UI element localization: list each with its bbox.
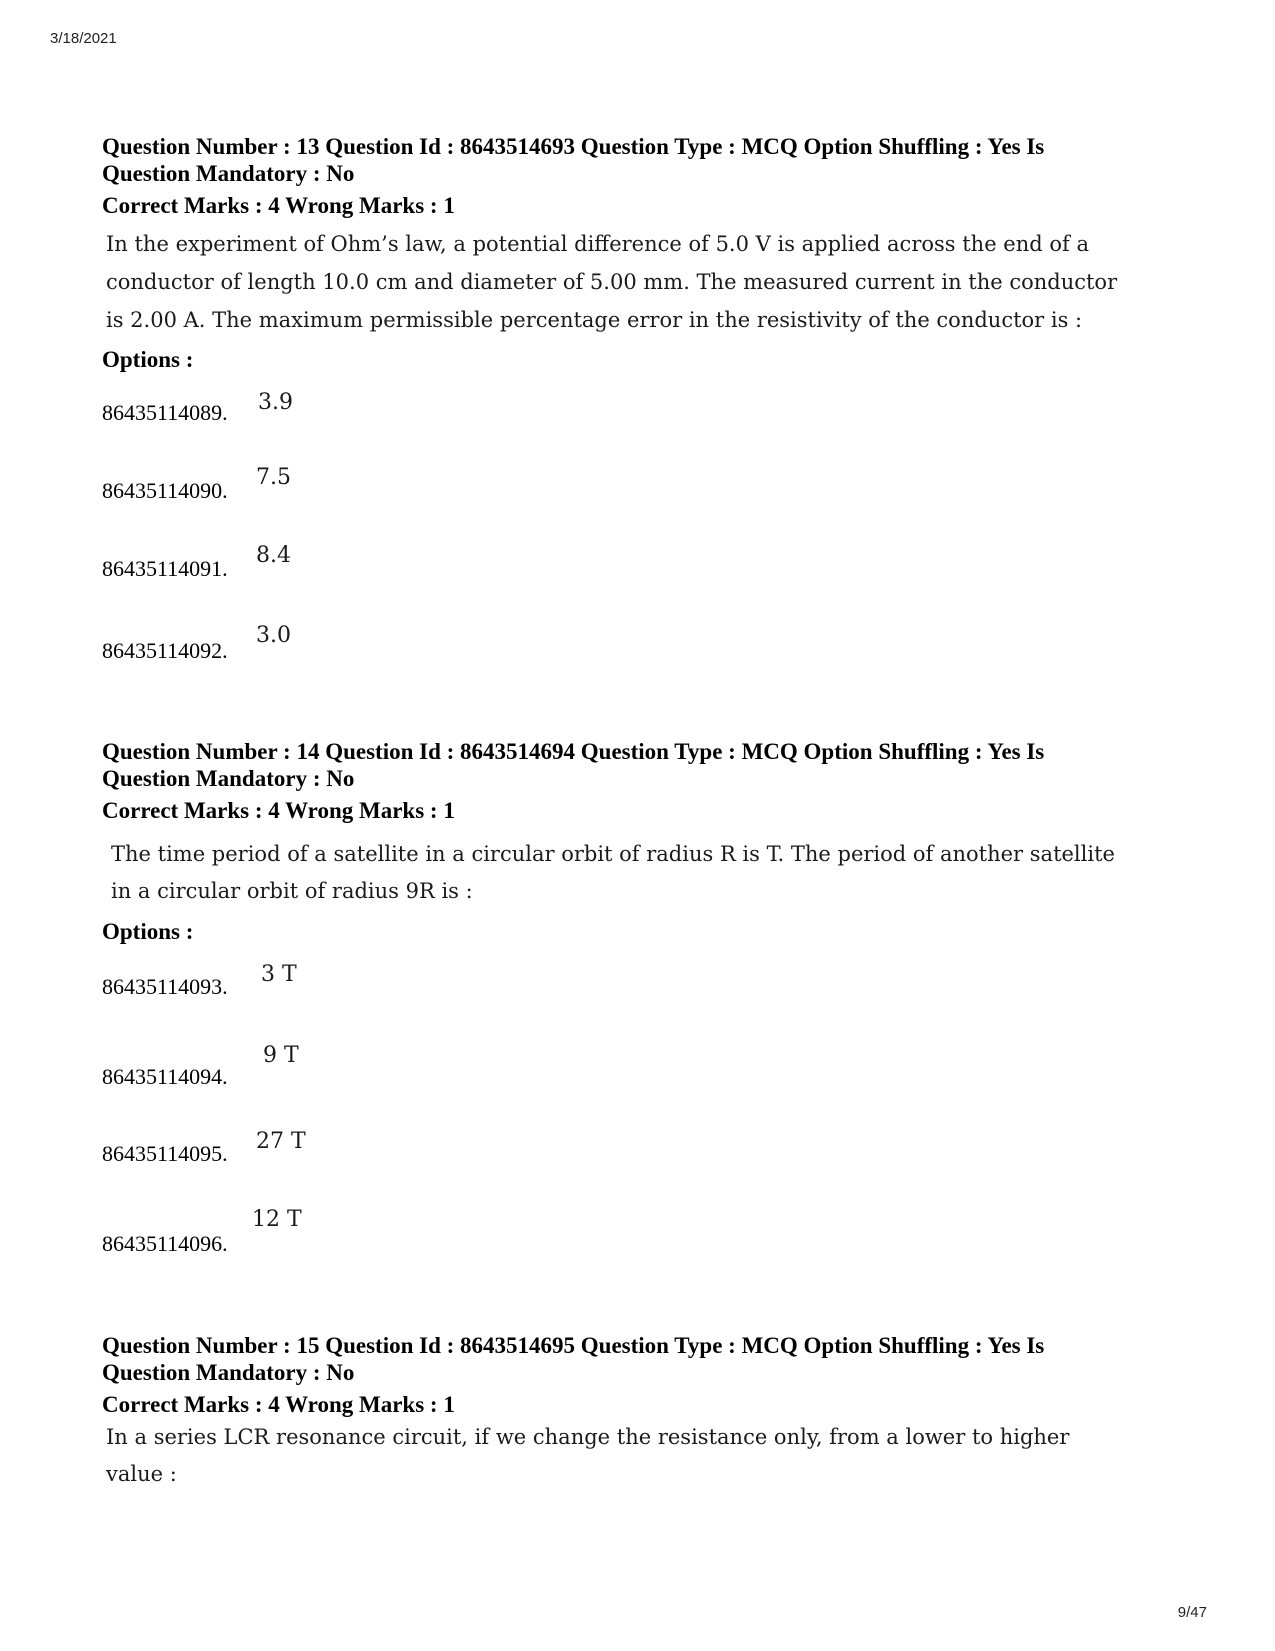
question-text-line: in a circular orbit of radius 9R is : [111, 879, 473, 903]
question-header-line: Question Number : 15 Question Id : 8643514695 Question Type : MCQ Option Shuffling : Yes Is [102, 1333, 1045, 1358]
question-header-line: Question Number : 13 Question Id : 8643514693 Question Type : MCQ Option Shuffling : Yes Is [102, 134, 1045, 159]
option-id: 86435114093. [102, 974, 228, 999]
option-value: 3.0 [256, 623, 291, 648]
option-id: 86435114089. [102, 400, 228, 425]
option-value: 9 T [263, 1043, 299, 1068]
option-value: 27 T [256, 1129, 306, 1154]
question-text-line: value : [106, 1462, 177, 1486]
option-value: 7.5 [256, 465, 291, 490]
question-text-line: conductor of length 10.0 cm and diameter of 5.00 mm. The measured current in the conductor [106, 270, 1118, 294]
question-mandatory-line: Question Mandatory : No [102, 1360, 355, 1385]
question-mandatory-line: Question Mandatory : No [102, 161, 355, 186]
options-label: Options : [102, 347, 194, 372]
question-text-line: The time period of a satellite in a circular orbit of radius R is T. The period of another satellite [111, 842, 1115, 866]
option-id: 86435114094. [102, 1064, 228, 1089]
question-text-line: In the experiment of Ohm’s law, a potential difference of 5.0 V is applied across the end of a [106, 232, 1089, 256]
option-id: 86435114091. [102, 556, 228, 581]
print-date: 3/18/2021 [50, 30, 117, 47]
question-marks: Correct Marks : 4 Wrong Marks : 1 [102, 1392, 455, 1417]
page-number: 9/47 [1177, 1604, 1207, 1621]
option-value: 3 T [261, 962, 297, 987]
option-value: 12 T [252, 1207, 302, 1232]
question-marks: Correct Marks : 4 Wrong Marks : 1 [102, 193, 455, 218]
option-value: 8.4 [256, 543, 291, 568]
option-id: 86435114095. [102, 1141, 228, 1166]
option-id: 86435114096. [102, 1231, 228, 1256]
question-marks: Correct Marks : 4 Wrong Marks : 1 [102, 798, 455, 823]
options-label: Options : [102, 919, 194, 944]
option-id: 86435114092. [102, 638, 228, 663]
question-header-line: Question Number : 14 Question Id : 8643514694 Question Type : MCQ Option Shuffling : Yes Is [102, 739, 1045, 764]
option-id: 86435114090. [102, 478, 228, 503]
question-mandatory-line: Question Mandatory : No [102, 766, 355, 791]
option-value: 3.9 [258, 390, 293, 415]
question-text-line: In a series LCR resonance circuit, if we change the resistance only, from a lower to higher [106, 1425, 1070, 1449]
question-text-line: is 2.00 A. The maximum permissible percentage error in the resistivity of the conductor is : [106, 308, 1083, 332]
